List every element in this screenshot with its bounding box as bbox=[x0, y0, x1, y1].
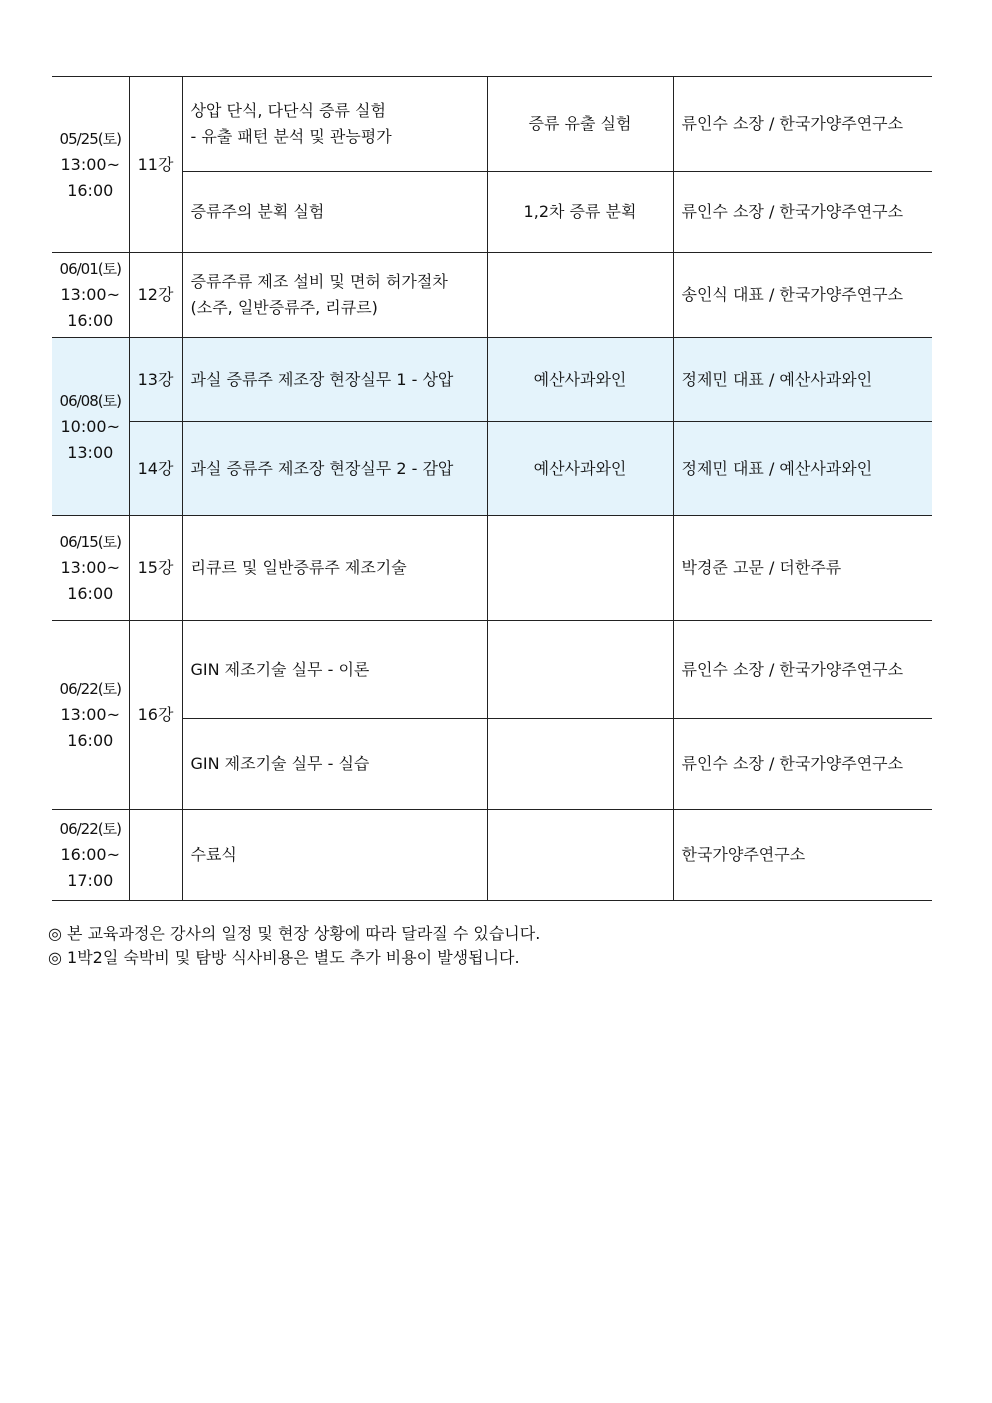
table-row bbox=[52, 172, 932, 253]
footnotes bbox=[48, 922, 540, 970]
topic-cell: 과실 증류주 제조장 현장실무 1 - 상압 bbox=[182, 338, 487, 422]
note-cell bbox=[487, 253, 673, 338]
lecture-number: 13강 bbox=[129, 338, 182, 422]
instructor-cell: 류인수 소장 / 한국가양주연구소 bbox=[673, 77, 932, 172]
topic-cell: 증류주류 제조 설비 및 면허 허가절차 (소주, 일반증류주, 리큐르) bbox=[182, 253, 487, 338]
table-row bbox=[52, 621, 932, 719]
lecture-number: 15강 bbox=[129, 516, 182, 621]
note-cell bbox=[487, 516, 673, 621]
topic-cell: GIN 제조기술 실무 - 이론 bbox=[182, 621, 487, 719]
instructor-cell: 박경준 고문 / 더한주류 bbox=[673, 516, 932, 621]
date-cell: 05/25(토) 13:00~ 16:00 bbox=[52, 77, 129, 253]
date-cell: 06/01(토) 13:00~ 16:00 bbox=[52, 253, 129, 338]
lecture-number: 14강 bbox=[129, 422, 182, 516]
footnote: ◎ 1박2일 숙박비 및 탐방 식사비용은 별도 추가 비용이 발생됩니다. bbox=[48, 948, 520, 967]
lecture-number: 12강 bbox=[129, 253, 182, 338]
topic-cell: GIN 제조기술 실무 - 실습 bbox=[182, 719, 487, 810]
instructor-cell: 류인수 소장 / 한국가양주연구소 bbox=[673, 172, 932, 253]
instructor-cell: 한국가양주연구소 bbox=[673, 810, 932, 901]
lecture-number: 11강 bbox=[129, 77, 182, 253]
table-row bbox=[52, 719, 932, 810]
note-cell bbox=[487, 810, 673, 901]
date-cell: 06/15(토) 13:00~ 16:00 bbox=[52, 516, 129, 621]
note-cell bbox=[487, 719, 673, 810]
topic-cell: 리큐르 및 일반증류주 제조기술 bbox=[182, 516, 487, 621]
note-cell: 증류 유출 실험 bbox=[487, 77, 673, 172]
instructor-cell: 류인수 소장 / 한국가양주연구소 bbox=[673, 621, 932, 719]
date-cell: 06/22(토) 16:00~ 17:00 bbox=[52, 810, 129, 901]
table-row bbox=[52, 516, 932, 621]
note-cell: 1,2차 증류 분획 bbox=[487, 172, 673, 253]
table-row bbox=[52, 253, 932, 338]
table-row bbox=[52, 338, 932, 422]
topic-cell: 수료식 bbox=[182, 810, 487, 901]
instructor-cell: 송인식 대표 / 한국가양주연구소 bbox=[673, 253, 932, 338]
topic-cell: 상압 단식, 다단식 증류 실험 - 유출 패턴 분석 및 관능평가 bbox=[182, 77, 487, 172]
footnote: ◎ 본 교육과정은 강사의 일정 및 현장 상황에 따라 달라질 수 있습니다. bbox=[48, 924, 541, 943]
lecture-number: 16강 bbox=[129, 621, 182, 810]
instructor-cell: 류인수 소장 / 한국가양주연구소 bbox=[673, 719, 932, 810]
date-cell: 06/08(토) 10:00~ 13:00 bbox=[52, 338, 129, 516]
topic-cell: 증류주의 분획 실험 bbox=[182, 172, 487, 253]
note-cell bbox=[487, 621, 673, 719]
note-cell: 예산사과와인 bbox=[487, 422, 673, 516]
schedule-table bbox=[52, 76, 932, 901]
instructor-cell: 정제민 대표 / 예산사과와인 bbox=[673, 422, 932, 516]
table-row bbox=[52, 77, 932, 172]
date-cell: 06/22(토) 13:00~ 16:00 bbox=[52, 621, 129, 810]
table-row bbox=[52, 810, 932, 901]
topic-cell: 과실 증류주 제조장 현장실무 2 - 감압 bbox=[182, 422, 487, 516]
lecture-number bbox=[129, 810, 182, 901]
table-row bbox=[52, 422, 932, 516]
instructor-cell: 정제민 대표 / 예산사과와인 bbox=[673, 338, 932, 422]
note-cell: 예산사과와인 bbox=[487, 338, 673, 422]
